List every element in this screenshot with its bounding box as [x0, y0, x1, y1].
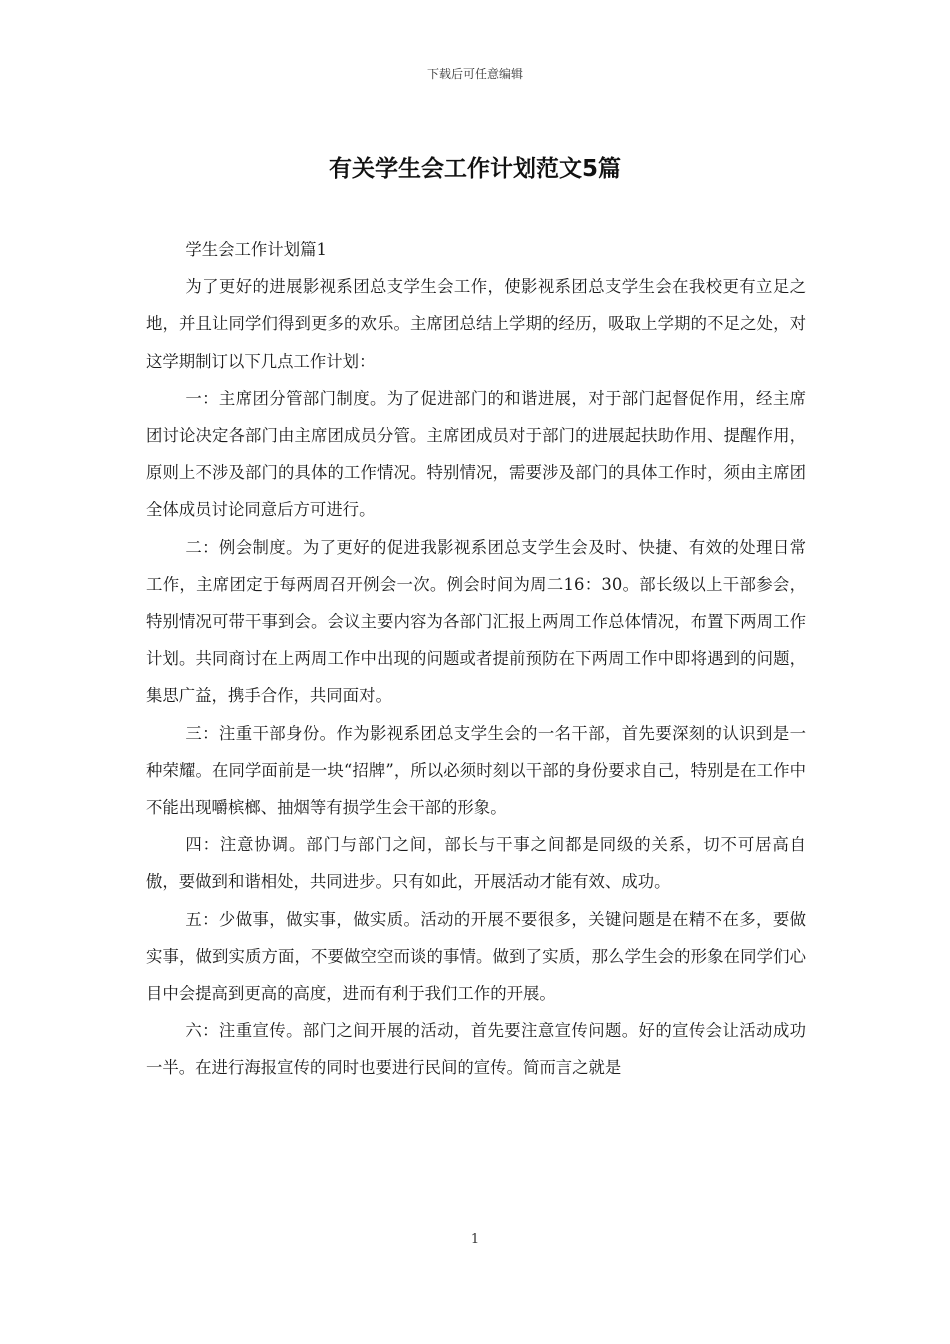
paragraph-intro: 为了更好的进展影视系团总支学生会工作，使影视系团总支学生会在我校更有立足之地，并且让同学们得到更多的欢乐。主席团总结上学期的经历，吸取上学期的不足之处，对这学期制订以下几点工作计划： — [146, 277, 806, 371]
paragraph-item-3: 三：注重干部身份。作为影视系团总支学生会的一名干部，首先要深刻的认识到是一种荣耀。在同学面前是一块“招牌”，所以必须时刻以干部的身份要求自己，特别是在工作中不能出现嚼槟榔、抽烟等有损学生会干部的形象。 — [146, 723, 806, 818]
section-heading: 学生会工作计划篇1 — [185, 240, 327, 259]
page-number: 1 — [470, 1232, 480, 1247]
paragraph-item-5: 五：少做事，做实事，做实质。活动的开展不要很多，关键问题是在精不在多，要做实事，做到实质方面，不要做空空而谈的事情。做到了实质，那么学生会的形象在同学们心目中会提高到更高的高度，进而有利于我们工作的开展。 — [146, 909, 806, 1004]
paragraph-item-6: 六：注重宣传。部门之间开展的活动，首先要注意宣传问题。好的宣传会让活动成功一半。在进行海报宣传的同时也要进行民间的宣传。简而言之就是 — [146, 1021, 806, 1078]
document-title: 有关学生会工作计划范文5篇 — [328, 156, 621, 182]
paragraph-item-4: 四：注意协调。部门与部门之间，部长与干事之间都是同级的关系，切不可居高自傲，要做到和谐相处，共同进步。只有如此，开展活动才能有效、成功。 — [146, 835, 806, 892]
page-header-note: 下载后可任意编辑 — [426, 67, 523, 81]
document-body — [146, 231, 806, 1087]
paragraph-item-2: 二：例会制度。为了更好的促进我影视系团总支学生会及时、快捷、有效的处理日常工作，主席团定于每两周召开例会一次。例会时间为周二16：30。部长级以上干部参会，特别情况可带干事到会。会议主要内容为各部门汇报上两周工作总体情况，布置下两周工作计划。共同商讨在上两周工作中出现的问题或者提前预防在下两周工作中即将遇到的问题，集思广益，携手合作，共同面对。 — [146, 537, 806, 706]
paragraph-item-1: 一：主席团分管部门制度。为了促进部门的和谐进展，对于部门起督促作用，经主席团讨论决定各部门由主席团成员分管。主席团成员对于部门的进展起扶助作用、提醒作用，原则上不涉及部门的具体的工作情况。特别情况，需要涉及部门的具体工作时，须由主席团全体成员讨论同意后方可进行。 — [146, 388, 806, 520]
